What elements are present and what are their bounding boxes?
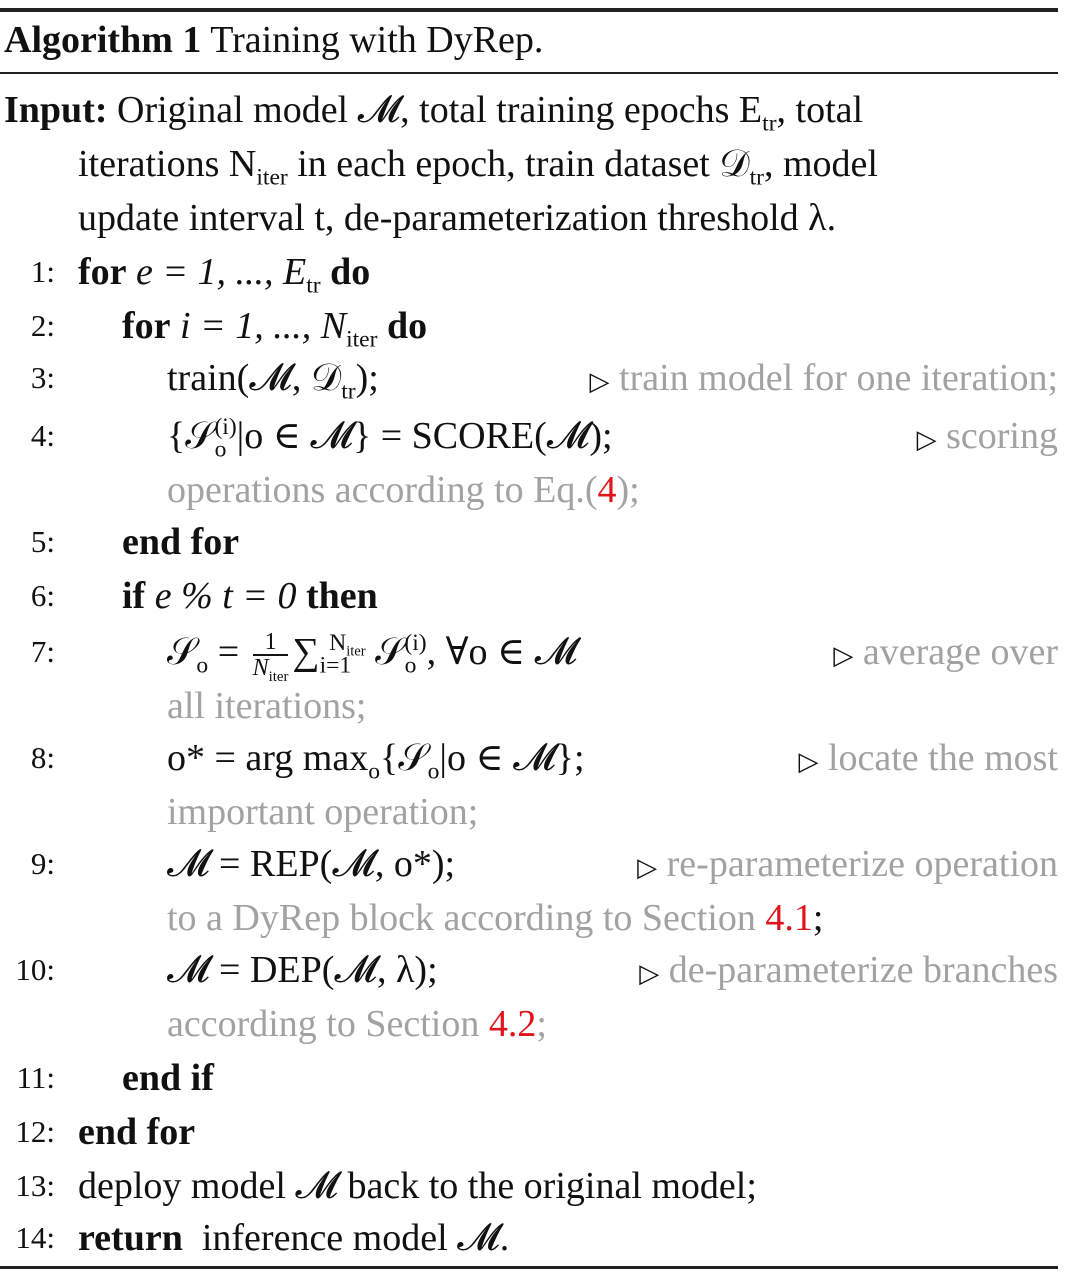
input-label: Input:: [4, 89, 108, 131]
line-number: 1:: [30, 254, 55, 289]
comment: ▷ average over: [833, 631, 1058, 673]
equation-ref-link[interactable]: 4: [597, 469, 617, 511]
comment-triangle-icon: ▷: [589, 367, 610, 396]
input-text-2: iterations $N_{iter}$ in each epoch, train dataset 𝒟$_{tr}$, model: [78, 143, 878, 191]
line-number: 7:: [30, 634, 55, 669]
top-rule: [0, 8, 1058, 12]
comment: ▷ train model for one iteration;: [589, 357, 1058, 399]
line-number: 2:: [30, 308, 55, 343]
comment: ▷ de-parameterize branches: [639, 949, 1058, 991]
line-number: 6:: [30, 578, 55, 613]
line-number: 9:: [30, 846, 55, 881]
comment: ▷ locate the most: [798, 737, 1058, 779]
line-number: 8:: [30, 740, 55, 775]
algorithm-label: Algorithm 1: [4, 19, 202, 61]
line-number: 4:: [30, 418, 55, 453]
algorithm-title: [4, 16, 543, 64]
comment: ▷ re-parameterize operation: [637, 843, 1058, 885]
algorithm-caption: Training with DyRep.: [210, 19, 544, 61]
line-number: 11:: [16, 1060, 55, 1095]
section-ref-link[interactable]: 4.1: [765, 897, 813, 939]
input-text-1: Original model 𝓜, total training epochs $E_{tr}$, total: [117, 89, 864, 137]
line-number: 13:: [15, 1168, 55, 1203]
line-number: 10:: [15, 952, 55, 987]
line-number: 14:: [15, 1220, 55, 1255]
bottom-rule: [0, 1266, 1058, 1269]
comment-triangle-icon: ▷: [639, 959, 660, 988]
comment-triangle-icon: ▷: [833, 641, 854, 670]
fraction: $\frac{1}{N_{iter}}$: [252, 629, 289, 686]
input-text-3: update interval t, de-parameterization threshold λ.: [78, 197, 837, 239]
comment-triangle-icon: ▷: [916, 425, 937, 454]
title-rule: [0, 72, 1058, 74]
line-number: 12:: [15, 1114, 55, 1149]
comment-triangle-icon: ▷: [637, 853, 658, 882]
comment-triangle-icon: ▷: [798, 747, 819, 776]
line-number: 5:: [30, 524, 55, 559]
section-ref-link[interactable]: 4.2: [488, 1003, 537, 1045]
comment: ▷ scoring: [916, 415, 1058, 457]
line-number: 3:: [30, 360, 55, 395]
